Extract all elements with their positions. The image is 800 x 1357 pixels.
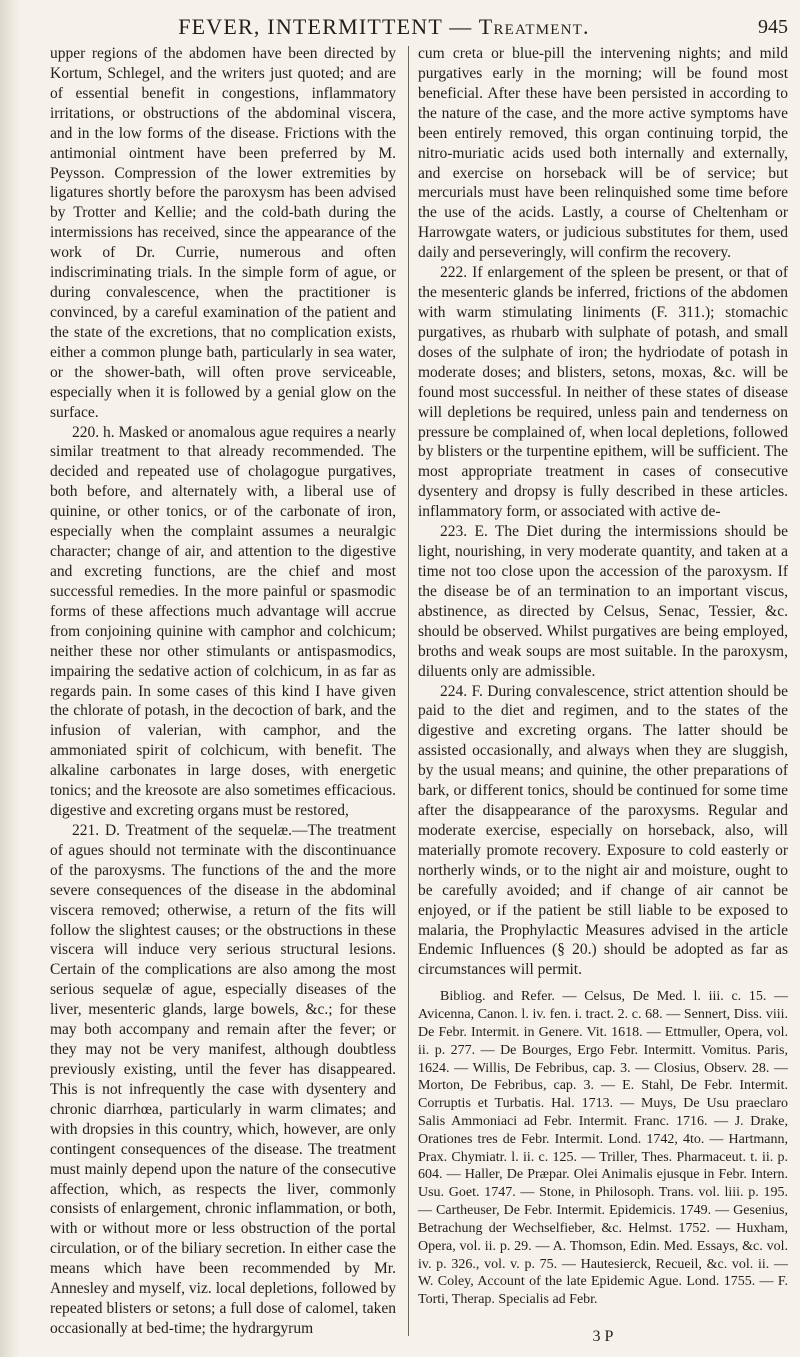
text-paragraph: 223. E. The Diet during the intermissions should be light, nourishing, in very moderate quantity, and taken at a time not too close upon the accession of the paroxysm. If the disease be of an termination to an important viscus, abstinence, as directed by Celsus, Senac, Tessier, &c. should be observed. Whilst purgatives are being employed, broths and weak soups are most suitable. In the paroxysm, diluents only are admissible. [418, 523, 788, 680]
page-binding-shadow [0, 0, 20, 1357]
text-paragraph: cum creta or blue-pill the intervening nights; and mild purgatives early in the morning; will be found most beneficial. After these have been persisted in according to the nature of the case, and the more active symptoms have been entirely removed, this organ continuing torpid, the nitro-muriatic acids used both internally and externally, and exercise on horseback will be of service; but mercurials must have been relinquished some time before the use of the acids. Lastly, a course of Cheltenham or Harrowgate waters, or judicious substitutes for them, used daily and perseveringly, will confirm the recovery. [418, 45, 788, 262]
signature-mark-holder [418, 1330, 788, 1346]
page-header [50, 14, 788, 42]
running-head: FEVER, INTERMITTENT — Treatment. [178, 14, 590, 39]
text-paragraph: 221. D. Treatment of the sequelæ.—The treatment of agues should not terminate with the discontinuance of the paroxysms. The functions of the and the more severe consequences of the disease in the abdominal viscera removed; otherwise, a return of the fits will follow the slightest causes; or the obstructions in these viscera will induce very serious structural lesions. Certain of the complications are also among the most serious sequelæ of ague, especially diseases of the liver, mesenteric glands, large bowels, &c.; for these may both accompany and remain after the fever; or they may not be very manifest, although doubtless previously existing, until the fever has disappeared. This is not infrequently the case with dysentery and chronic diarrhœa, particularly in warm climates; and with dropsies in this country, which, however, are only contingent consequences of the disease. The treatment must mainly depend upon the nature of the consecutive affection, which, as respects the liver, commonly consists of enlargement, chronic inflammation, or both, with or without more or less obstruction of the portal circulation, or of the biliary secretion. In either case the means which have been recommended by Mr. Annesley and myself, viz. local depletions, followed by repeated blisters or setons; a full dose of calomel, taken occasionally at bed-time; the hydrargyrum [50, 821, 396, 1337]
right-column [418, 44, 788, 1309]
page-number: 945 [758, 16, 788, 38]
bibliography-paragraph: Bibliog. and Refer. — Celsus, De Med. l. iii. c. 15. — Avicenna, Canon. l. iv. fen. i. tract. 2. c. 68. — Sennert, Diss. viii. De Febr. Intermit. in Genere. Vit. 1618. — Ettmuller, Opera, vol. ii. p. 277. — De Bourges, Ergo Febr. Intermitt. Vomitus. Paris, 1624. — Willis, De Febribus, cap. 3. — Closius, Observ. 28. — Morton, De Febribus, cap. 3. — E. Stahl, De Febr. Intermit. Corruptis et Turbatis. Hal. 1713. — Muys, De Usu praeclaro Salis Ammoniaci ad Febr. Intermit. Franc. 1716. — J. Drake, Orationes tres de Febr. Intermit. Lond. 1742, 4to. — Hartmann, Prax. Chymiatr. l. ii. c. 125. — Triller, Thes. Pharmaceut. t. ii. p. 604. — Haller, De Præpar. Olei Animalis ejusque in Febr. Intern. Usu. Goet. 1747. — Stone, in Philosoph. Trans. vol. liii. p. 195. — Cartheuser, De Febr. Intermit. Epidemicis. 1749. — Gesenius, Betrachung der Wechselfieber, &c. Helmst. 1752. — Huxham, Opera, vol. ii. p. 29. — A. Thomson, Edin. Med. Essays, &c. vol. iv. p. 326., vol. v. p. 75. — Hautesierck, Recueil, &c. vol. ii. — W. Coley, Account of the late Epidemic Ague. Lond. 1755. — F. Torti, Therap. Specialis ad Febr. [418, 989, 788, 1308]
text-paragraph: 220. h. Masked or anomalous ague requires a nearly similar treatment to that already recommended. The decided and repeated use of cholagogue purgatives, both before, and alternately with, a liberal use of quinine, or other tonics, or of the carbonate of iron, especially when the complaint assumes a neuralgic character; change of air, and attention to the digestive and excreting functions, are the chief and most successful remedies. In the more painful or spasmodic forms of these affections much advantage will accrue from conjoining quinine with camphor and colchicum; neither these nor other stimulants or antispasmodics, impairing the sedative action of colchicum, in as far as regards pain. In some cases of this kind I have given the chlorate of potash, in the decoction of bark, and the infusion of valerian, with camphor, and the ammoniated spirit of colchicum, with benefit. The alkaline carbonates in large doses, with energetic tonics; and the kreosote are also sometimes efficacious. digestive and excreting organs must be restored, [50, 423, 396, 820]
left-column [50, 44, 396, 1339]
signature-mark: 3 P [592, 1328, 614, 1345]
text-paragraph: upper regions of the abdomen have been directed by Kortum, Schlegel, and the writers just quoted; and are of essential benefit in congestions, inflammatory irritations, or obstructions of the abdominal viscera, and in the low forms of the disease. Frictions with the antimonial ointment have been preferred by M. Peysson. Compression of the lower extremities by ligatures shortly before the paroxysm has been advised by Trotter and Kellie; and the cold-bath during the intermissions has received, since the appearance of the work of Dr. Currie, numerous and often indiscriminating trials. In the simple form of ague, or during convalescence, when the practitioner is convinced, by a careful examination of the patient and the state of the excretions, that no complication exists, either a common plunge bath, particularly in sea water, or the shower-bath, will often prove serviceable, especially when it is followed by a genial glow on the surface. [50, 45, 396, 421]
text-paragraph: 222. If enlargement of the spleen be present, or that of the mesenteric glands be inferred, frictions of the abdomen with warm stimulating liniments (F. 311.); stomachic purgatives, as rhubarb with sulphate of potash, and small doses of the sulphate of iron; the hydriodate of potash in moderate doses; and blisters, setons, moxas, &c. will be found most successful. In neither of these states of disease will depletions be required, unless pain and tenderness on pressure be complained of, when local depletions, followed by blisters or the turpentine epithem, will be sufficient. The most appropriate treatment in cases of consecutive dysentery and dropsy is fully described in these articles. inflammatory form, or associated with active de- [418, 264, 788, 521]
text-paragraph: 224. F. During convalescence, strict attention should be paid to the diet and regimen, and to the states of the digestive and excreting organs. The latter should be assisted occasionally, and always when they are sluggish, by the usual means; and quinine, the other preparations of bark, or different tonics, should be continued for some time after the disappearance of the paroxysms. Regular and moderate exercise, especially on horseback, also, will materially promote recovery. Exposure to cold easterly or northerly winds, or to the night air and moisture, ought to be carefully avoided; and if change of air cannot be enjoyed, or if the patient be still liable to be exposed to malaria, the Prophylactic Measures advised in the article Endemic Influences (§ 20.) should be adopted as far as circumstances will permit. [418, 682, 788, 979]
column-divider [408, 46, 409, 1336]
